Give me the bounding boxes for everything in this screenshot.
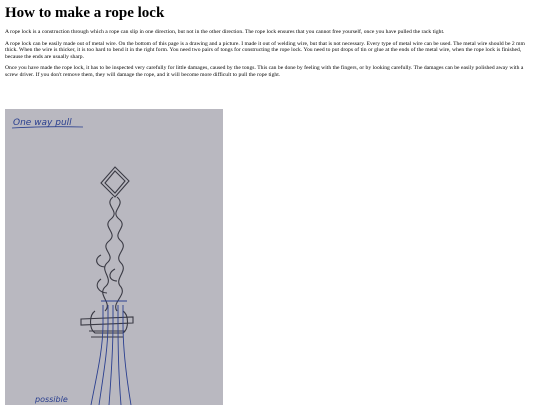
page-title: How to make a rope lock [5, 5, 165, 21]
drawing-label-top: One way pull [13, 118, 72, 128]
rope-lock-drawing [5, 109, 223, 405]
paragraph-construction: A rope lock can be easily made out of metal wire. On the bottom of this page is a drawing and a picture. I made it out of welding wire, but that is not necessary. Every type of metal wire can be used. The metal wire should be 2 mm thick. When the wire is thicker, it is too hard to bend it in the right form. You need two pairs of tongs for constructing the rope lock. You need to put drops of tin or glue at the ends of the metal wire, when the rope lock is finished, because the ends are usually sharp. [5, 40, 525, 60]
page-content [0, 0, 540, 79]
rope-lock-sketch [5, 109, 223, 405]
paragraph-intro: A rope lock is a construction through which a rope can slip in one direction, but not in the other direction. The rope lock ensures that you cannot free yourself, once you have pulled the rack tight. [5, 29, 445, 35]
top-loop [101, 167, 129, 197]
clamp [81, 311, 133, 337]
drawing-label-bottom: possible [35, 395, 68, 404]
paragraph-inspection: Once you have made the rope lock, it has to be inspected very carefully for little damages, caused by the tongs. This can be done by feeling with the fingers, or by looking carefully. The damages can be easily polished away with a screw driver. If you don't remove them, they will damage the rope, and it will become more difficult to pull the rope tight. [5, 65, 524, 78]
rope-strands [91, 301, 131, 405]
twisted-stem [97, 197, 124, 311]
